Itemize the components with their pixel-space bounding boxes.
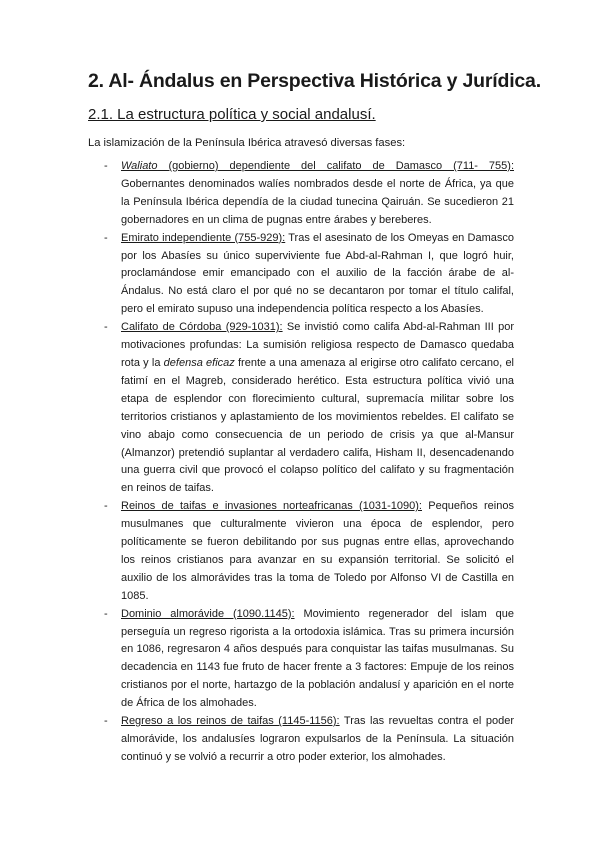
list-item-taifas [104, 498, 514, 605]
list-item-waliato [104, 158, 514, 230]
item-body: Gobernantes denominados walíes nombrados desde el norte de África, ya que la Península Ibérica dependía de la ciudad tunecina Qairuán. Se sucedieron 21 gobernadores en un clima de pugnas entre árabes y bereberes. [121, 177, 514, 226]
bullet-dash: - [104, 500, 108, 513]
item-heading: Califato de Córdoba (929-1031): [121, 321, 283, 334]
item-body: Se invistió como califa Abd-al-Rahman III por motivaciones profundas: La sumisión religiosa respecto de Damasco quedaba rota y la [121, 321, 515, 369]
item-heading: Reinos de taifas e invasiones norteafricanas (1031-1090): [121, 500, 422, 513]
list-item-califato [104, 319, 514, 498]
section-heading: 2. Al- Ándalus en Perspectiva Histórica y Jurídica. [88, 70, 541, 92]
item-body: frente a una amenaza al erigirse otro califato cercano, el fatimí en el Magreb, considerado herético. Esta estructura política vivió una etapa de esplendor con florecimiento cultural, supremacía militar sobre los territorios cristianos y aplastamiento de los movimientos rebeldes. El califato se vino abajo como consecuencia de un periodo de crisis ya que al-Mansur (Almanzor) pretendió suplantar al verdadero califa, Hisham II, desencadenando una guerra civil que provocó el colapso político del califato y su fragmentación en reinos de taifas. [121, 356, 514, 495]
phases-list [104, 158, 514, 767]
intro-paragraph: La islamización de la Península Ibérica atravesó diversas fases: [88, 137, 406, 149]
item-heading: Regreso a los reinos de taifas (1145-1156): [121, 715, 340, 728]
item-body: Tras las revueltas contra el poder almorávide, los andalusíes lograron expulsarlos de la Península. La situación continuó y se volvió a recurrir a otro poder exterior, los almohades. [121, 715, 514, 763]
bullet-dash: - [104, 715, 108, 728]
list-item-almoravide [104, 606, 514, 713]
item-heading: Emirato independiente (755-929): [121, 231, 286, 244]
item-body: Tras el asesinato de los Omeyas en Damasco por los Abasíes su único superviviente fue Abd-al-Rahman I, que logró huir, proclamándose emir emancipado con el auxilio de la facción árabe de al-Ándalus. No está claro el por qué no se decantaron por tomar el título califal, pero el emirato supuso una independencia política respecto a los Abasíes. [121, 231, 514, 316]
subsection-heading: 2.1. La estructura política y social andalusí. [88, 106, 376, 123]
list-item-regreso-taifas [104, 713, 514, 767]
item-body: Pequeños reinos musulmanes que culturalmente vivieron una época de esplendor, pero políticamente se fueron debilitando por sus pugnas entre ellas, aprovechando los reinos cristianos para avanzar en su expansión territorial. Se solicitó el auxilio de los almorávides tras la toma de Toledo por Alfonso VI de Castilla en 1085. [121, 500, 514, 602]
bullet-dash: - [104, 607, 108, 620]
item-heading: Waliato (gobierno) dependiente del califato de Damasco (711- 755): [121, 160, 514, 172]
item-body-emphasis: defensa eficaz [163, 356, 235, 369]
item-body: Movimiento regenerador del islam que perseguía un regreso rigorista a la ortodoxia islámica. Tras su primera incursión en 1086, regresaron 4 años después para conquistar las taifas musulmanas. Su decadencia en 1143 fue fruto de hacer frente a 3 factores: Empuje de los reinos cristianos por el norte, hartazgo de la población andalusí y aparición en el norte de África de los almohades. [121, 607, 514, 710]
bullet-dash: - [104, 160, 108, 172]
bullet-dash: - [104, 231, 108, 244]
item-heading: Dominio almorávide (1090.1145): [121, 607, 295, 620]
list-item-emirato [104, 230, 514, 320]
bullet-dash: - [104, 321, 108, 334]
